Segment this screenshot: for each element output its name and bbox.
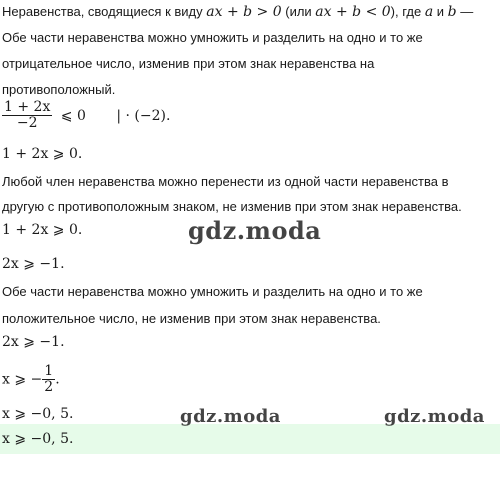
transfer-line-2: другую с противоположным знаком, не изменив при этом знак неравенства. bbox=[2, 199, 462, 214]
fraction-relation: ⩽ 0 bbox=[60, 107, 86, 124]
divide-line-2: положительное число, не изменив при этом знак неравенства. bbox=[2, 311, 381, 326]
rule-line-2: отрицательное число, изменив при этом знак неравенства на bbox=[2, 56, 375, 71]
fraction bbox=[2, 100, 52, 131]
equation-2: 1 + 2x ⩾ 0. bbox=[2, 222, 83, 238]
formula-inline-2: ax + b < 0 bbox=[315, 4, 391, 20]
intro-line bbox=[2, 4, 473, 20]
intro-text-5: — bbox=[456, 4, 474, 19]
equation-5-end: . bbox=[55, 371, 60, 388]
intro-text-2: (или bbox=[281, 4, 316, 19]
intro-text-3: ), где bbox=[390, 4, 425, 19]
watermark-3: gdz.moda bbox=[384, 406, 485, 427]
equation-1: 1 + 2x ⩾ 0. bbox=[2, 146, 83, 162]
var-b: b bbox=[447, 4, 457, 20]
half-denominator: 2 bbox=[44, 379, 54, 395]
rule-line-3: противоположный. bbox=[2, 82, 116, 97]
intro-text-1: Неравенства, сводящиеся к виду bbox=[2, 4, 207, 19]
transfer-line-1: Любой член неравенства можно перенести из одной части неравенства в bbox=[2, 174, 449, 189]
watermark-1: gdz.moda bbox=[188, 216, 322, 245]
var-a: a bbox=[424, 4, 434, 20]
answer-highlight bbox=[0, 424, 500, 454]
fraction-denominator: −2 bbox=[16, 115, 38, 131]
fraction-numerator: 1 + 2x bbox=[4, 99, 51, 115]
intro-text-4: и bbox=[433, 4, 448, 19]
equation-4: 2x ⩾ −1. bbox=[2, 334, 65, 350]
divide-line-1: Обе части неравенства можно умножить и разделить на одно и то же bbox=[2, 284, 423, 299]
multiply-operation: | · (−2). bbox=[116, 107, 171, 124]
formula-inline-1: ax + b > 0 bbox=[206, 4, 282, 20]
rule-line-1: Обе части неравенства можно умножить и разделить на одно и то же bbox=[2, 30, 423, 45]
watermark-2: gdz.moda bbox=[180, 406, 281, 427]
half-fraction bbox=[42, 364, 55, 395]
equation-3: 2x ⩾ −1. bbox=[2, 256, 65, 272]
equation-5-lhs: x ⩾ − bbox=[2, 371, 43, 388]
half-numerator: 1 bbox=[44, 363, 54, 379]
equation-6: x ⩾ −0, 5. bbox=[2, 406, 74, 422]
answer-equation: x ⩾ −0, 5. bbox=[2, 431, 74, 447]
fraction-inequality bbox=[2, 100, 170, 131]
equation-5 bbox=[2, 364, 60, 395]
